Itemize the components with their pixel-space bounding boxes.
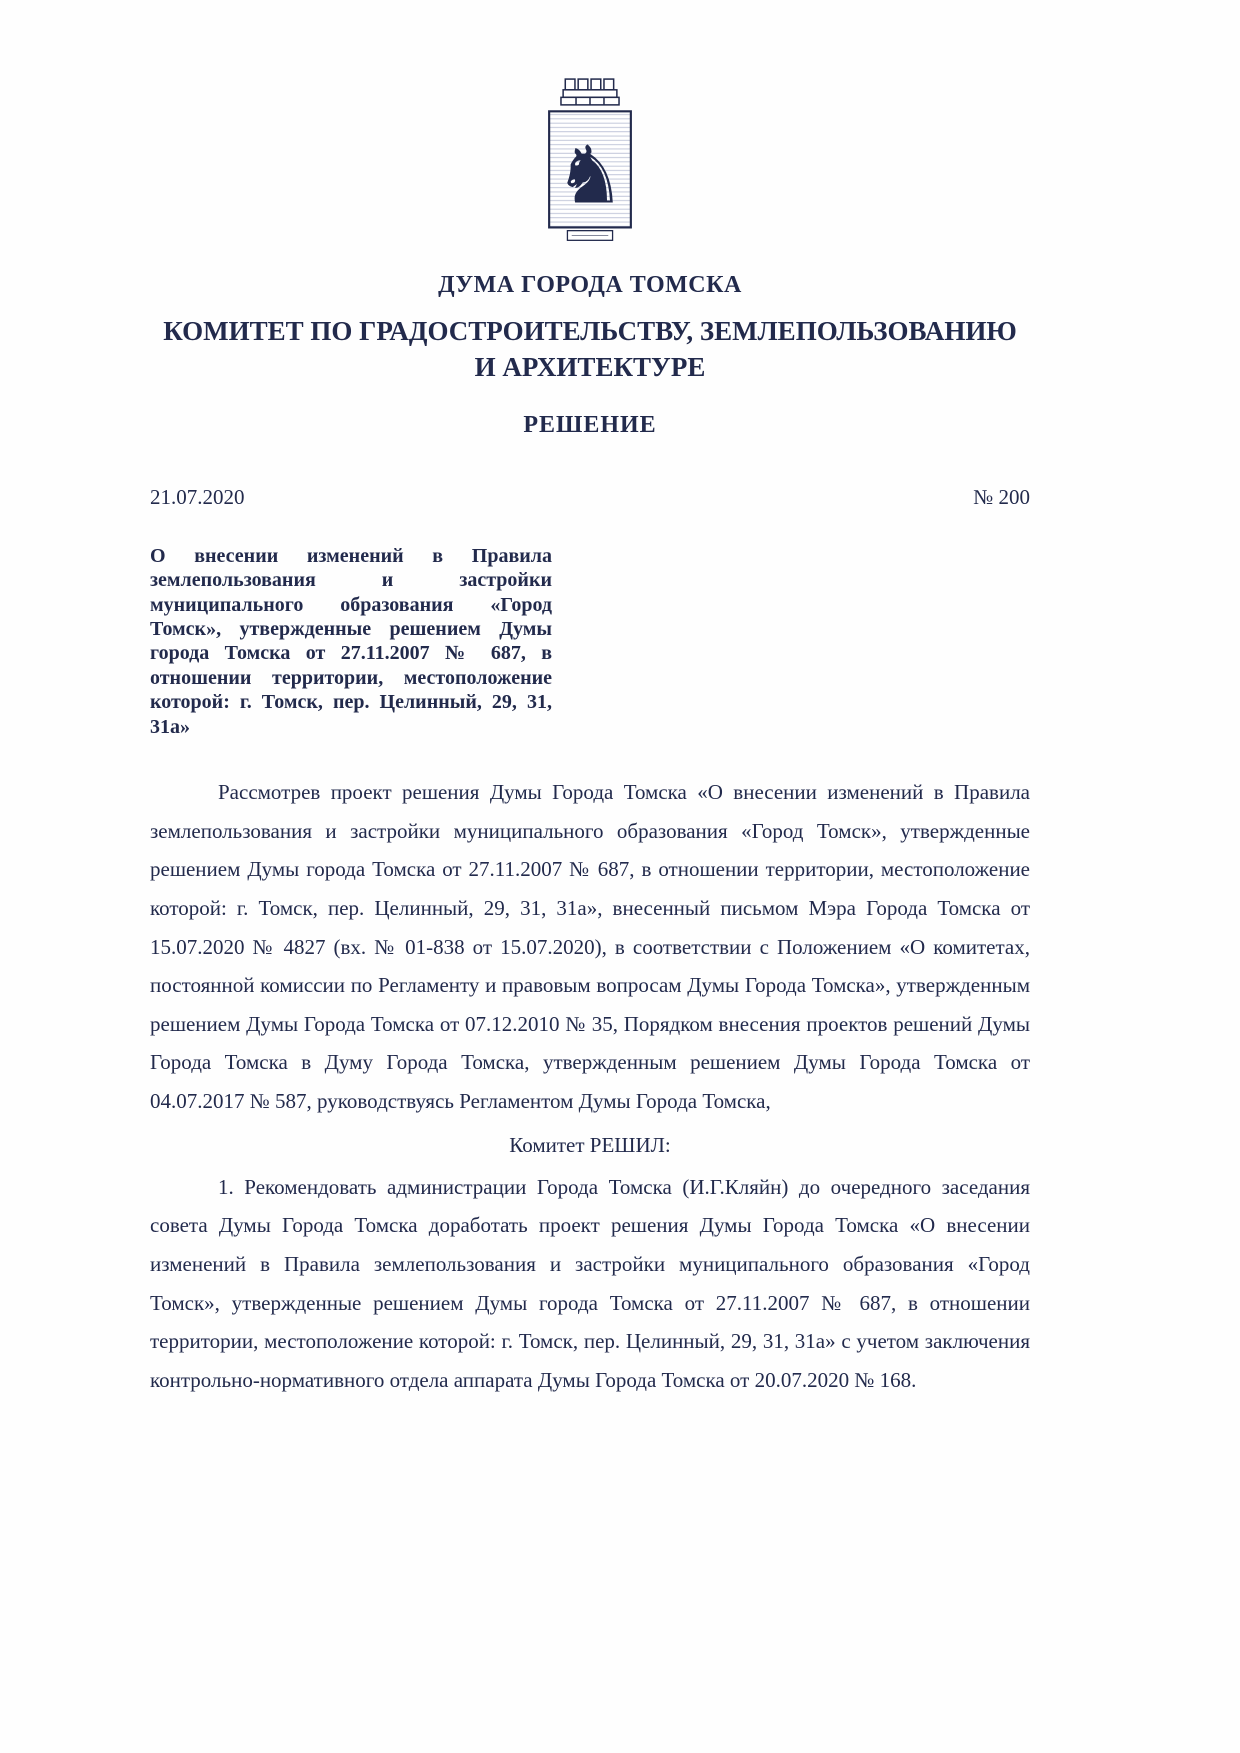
org-title: ДУМА ГОРОДА ТОМСКА — [438, 272, 742, 298]
resolution-item-1: 1. Рекомендовать администрации Города Томска (И.Г.Кляйн) до очередного заседания совета Думы Города Томска доработать проект решения Думы Города Томска «О внесении изменений в Правила землепользования и застройки муниципального образования «Город Томск», утвержденные решением Думы города Томска от 27.11.2007 № 687, в отношении территории, местоположение которой: г. Томск, пер. Целинный, 29, 31, 31а» с учетом заключения контрольно-нормативного отдела аппарата Думы Города Томска от 20.07.2020 № 168. — [150, 1174, 1030, 1392]
mural-crown-icon — [561, 79, 619, 105]
doc-date: 21.07.2020 — [150, 484, 245, 509]
preamble-paragraph: Рассмотрев проект решения Думы Города Томска «О внесении изменений в Правила землепользования и застройки муниципального образования «Город Томск», утвержденные решением Думы города Томска от 27.11.2007 № 687, в отношении территории, местоположение которой: г. Томск, пер. Целинный, 29, 31, 31а», внесенный письмом Мэра Города Томска от 15.07.2020 № 4827 (вх. № 01-838 от 15.07.2020), в соответствии с Положением «О комитетах, постоянной комиссии по Регламенту и правовым вопросам Думы Города Томска», утвержденным решением Думы Города Томска от 07.12.2010 № 35, Порядком внесения проектов решений Думы Города Томска в Думу Города Томска, утвержденным решением Думы Города Томска от 04.07.2017 № 587, руководствуясь Регламентом Думы Города Томска, — [150, 780, 1030, 1113]
subject-block: О внесении изменений в Правила землепользования и застройки муниципального образования «Город Томск», утвержденные решением Думы города Томска от 27.11.2007 № 687, в отношении территории, местоположение которой: г. Томск, пер. Целинный, 29, 31, 31а» — [150, 544, 552, 738]
doc-number: № 200 — [973, 484, 1030, 509]
coat-of-arms-graphic — [536, 78, 644, 250]
meta-row — [150, 485, 1030, 510]
committee-title: КОМИТЕТ ПО ГРАДОСТРОИТЕЛЬСТВУ, ЗЕМЛЕПОЛЬЗОВАНИЮ И АРХИТЕКТУРЕ — [163, 316, 1017, 383]
doc-type-title: РЕШЕНИЕ — [523, 411, 657, 438]
tomsk-coat-of-arms — [535, 78, 645, 250]
horse-icon: ♞ — [554, 128, 626, 222]
resolution-heading: Комитет РЕШИЛ: — [509, 1132, 671, 1157]
